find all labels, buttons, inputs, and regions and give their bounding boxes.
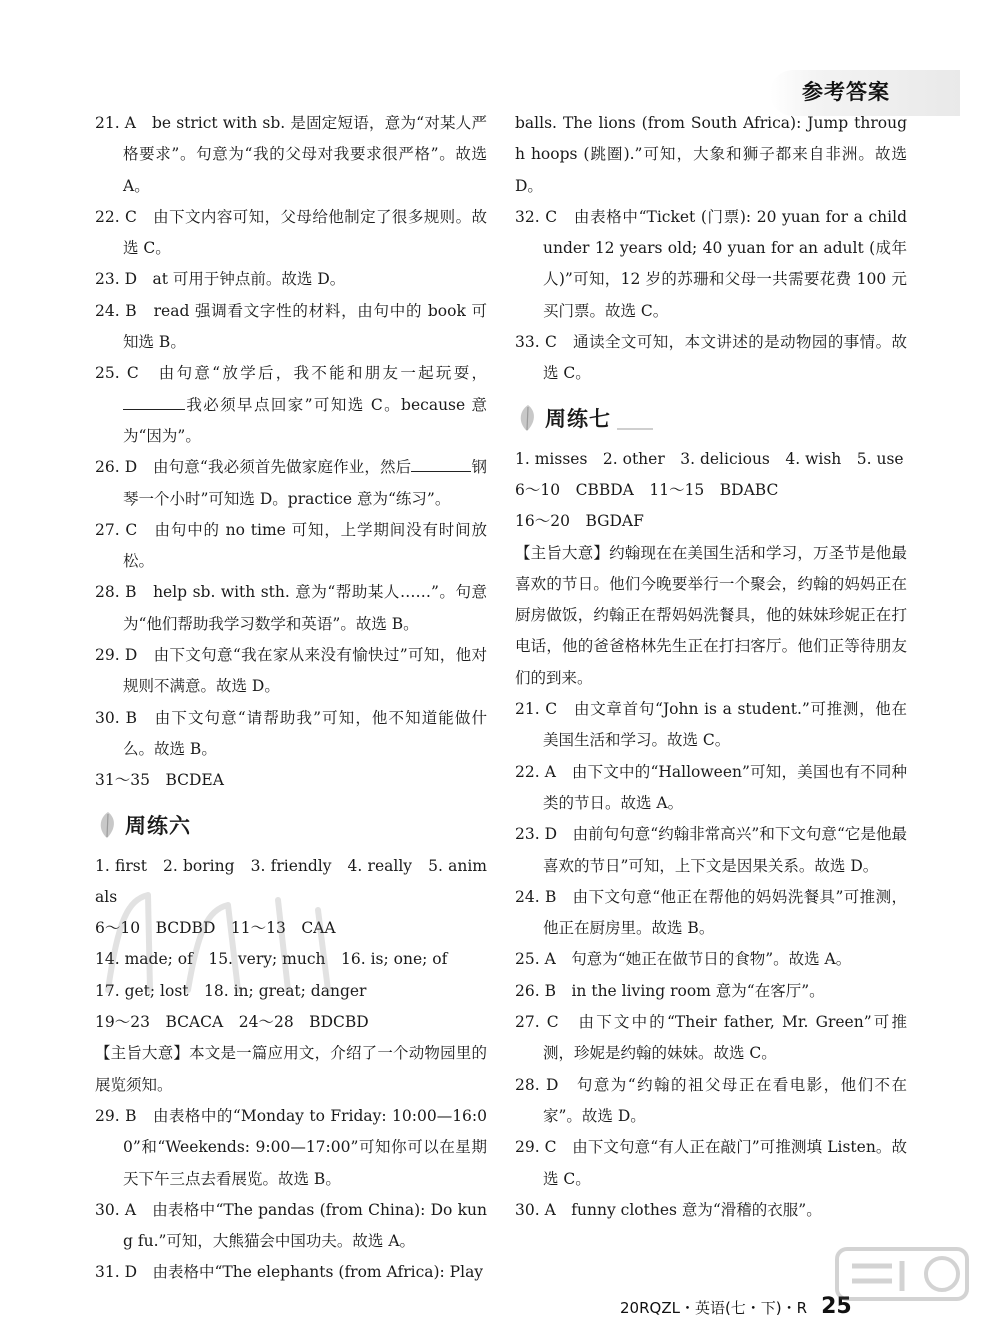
answer-text: 我必须早点回家”可知选 C。because 意为“因为”。 <box>123 395 487 445</box>
answer-paragraph: 1. misses 2. other 3. delicious 4. wish 5. use <box>515 449 904 468</box>
answer-paragraph: 6～10 CBBDA 11～15 BDABC <box>515 480 779 499</box>
answer-paragraph: 29. C 由下文句意“有人正在敲门”可推测填 Listen。故选 C。 <box>515 1138 907 1188</box>
answer-paragraph: 1. first 2. boring 3. friendly 4. really 5. animals <box>95 856 487 906</box>
answer-paragraph: 30. A 由表格中“The pandas (from China): Do kung fu.”可知，大熊猫会中国功夫。故选 A。 <box>95 1200 487 1251</box>
answer-paragraph: 27. C 由下文中的“Their father, Mr. Green”可推测，珍妮是约翰的妹妹。故选 C。 <box>515 1013 907 1063</box>
section-title: 周练六 <box>125 813 191 838</box>
answer-paragraph: 30. A funny clothes 意为“滑稽的衣服”。 <box>515 1200 822 1219</box>
answer-paragraph-26 <box>95 452 487 515</box>
answer-paragraph: 31～35 BCDEA <box>95 771 224 790</box>
answer-paragraph: 16～20 BGDAF <box>515 512 644 531</box>
answer-paragraph: 27. C 由句中的 no time 可知，上学期间没有时间放松。 <box>95 520 487 571</box>
left-column <box>95 108 487 1289</box>
answer-paragraph: 30. B 由下文句意“请帮助我”可知，他不知道能做什么。故选 B。 <box>95 708 487 758</box>
answer-paragraph: balls. The lions (from South Africa): Jump through hoops (跳圈).”可知，大象和狮子都来自非洲。故选 D。 <box>515 114 907 195</box>
book-code: 20RQZL・英语(七・下)・R <box>620 1299 808 1317</box>
fill-blank <box>411 458 471 472</box>
answer-paragraph: 22. A 由下文中的“Halloween”可知，美国也有不同种类的节日。故选 A。 <box>515 762 907 812</box>
answer-paragraph: 21. C 由文章首句“John is a student.”可推测，他在美国生活和学习。故选 C。 <box>515 700 907 750</box>
answer-text: 25. C 由句意“放学后，我不能和朋友一起玩耍， <box>95 364 487 383</box>
right-column <box>515 108 907 1226</box>
page-number: 25 <box>821 1294 852 1319</box>
answer-key-label: 参考答案 <box>802 80 890 104</box>
answer-paragraph: 17. get; lost 18. in; great; danger <box>95 981 367 1000</box>
answer-paragraph: 29. B 由表格中的“Monday to Friday: 10:00—16:00”和“Weekends: 9:00—17:00”可知你可以在星期天下午三点去看展览。故选 B。 <box>95 1106 487 1188</box>
fill-blank <box>123 396 185 410</box>
pencil-scribble <box>88 880 368 1000</box>
answer-paragraph: 19～23 BCACA 24～28 BDCBD <box>95 1013 369 1032</box>
answer-paragraph: 22. C 由下文内容可知，父母给他制定了很多规则。故选 C。 <box>95 207 487 258</box>
section-header-week7 <box>515 392 907 444</box>
section-header-week6 <box>95 799 487 851</box>
answer-paragraph: 23. D 由前句句意“约翰非常高兴”和下文句意“它是他最喜欢的节日”可知，上下文是因果关系。故选 D。 <box>515 825 907 875</box>
answer-paragraph: 21. A be strict with sb. 是固定短语，意为“对某人严格要求”。句意为“我的父母对我要求很严格”。故选 A。 <box>95 114 487 195</box>
answer-paragraph: 33. C 通读全文可知，本文讲述的是动物园的事情。故选 C。 <box>515 333 907 383</box>
answer-text: 26. D 由句意“我必须首先做家庭作业，然后 <box>95 458 412 477</box>
answer-paragraph: 31. D 由表格中“The elephants (from Africa): Play <box>95 1263 484 1282</box>
answer-paragraph: 14. made; of 15. very; much 16. is; one; of <box>95 950 448 969</box>
answer-paragraph: 24. B read 强调看文字性的材料，由句中的 book 可知选 B。 <box>95 301 487 352</box>
answer-paragraph: 【主旨大意】约翰现在在美国生活和学习，万圣节是他最喜欢的节日。他们今晚要举行一个聚会，约翰的妈妈正在厨房做饭，约翰正在帮妈妈洗餐具，他的妹妹珍妮正在打电话，他的爸爸格林先生正在打扫客厅。他们正等待朋友们的到来。 <box>515 543 907 687</box>
answer-paragraph: 32. C 由表格中“Ticket (门票): 20 yuan for a child under 12 years old; 40 yuan for an adult (成年人)”可知，12 岁的苏珊和父母一共需要花费 100 元买门票。故选 C。 <box>515 207 907 320</box>
answer-paragraph: 6～10 BCDBD 11～13 CAA <box>95 919 336 938</box>
leaf-icon <box>515 403 541 433</box>
answer-paragraph: 25. A 句意为“她正在做节日的食物”。故选 A。 <box>515 950 852 969</box>
page-footer <box>620 1294 852 1319</box>
answer-paragraph: 【主旨大意】本文是一篇应用文，介绍了一个动物园里的展览须知。 <box>95 1044 487 1094</box>
answer-paragraph: 28. B help sb. with sth. 意为“帮助某人……”。句意为“他们帮助我学习数学和英语”。故选 B。 <box>95 583 487 633</box>
answer-paragraph-25 <box>95 358 487 452</box>
leaf-icon <box>95 810 121 840</box>
answer-paragraph: 28. D 句意为“约翰的祖父母正在看电影，他们不在家”。故选 D。 <box>515 1075 907 1125</box>
answer-paragraph: 26. B in the living room 意为“在客厅”。 <box>515 981 825 1000</box>
section-title: 周练七 <box>545 406 611 431</box>
watermark-logo <box>832 1241 972 1321</box>
answer-paragraph: 23. D at 可用于钟点前。故选 D。 <box>95 270 346 289</box>
answer-paragraph: 29. D 由下文句意“我在家从来没有愉快过”可知，他对规则不满意。故选 D。 <box>95 646 487 696</box>
answer-paragraph: 24. B 由下文句意“他正在帮他的妈妈洗餐具”可推测，他正在厨房里。故选 B。 <box>515 887 907 938</box>
answer-text: 钢琴一个小时”可知选 D。practice 意为“练习”。 <box>123 458 487 508</box>
title-underline <box>617 428 653 430</box>
